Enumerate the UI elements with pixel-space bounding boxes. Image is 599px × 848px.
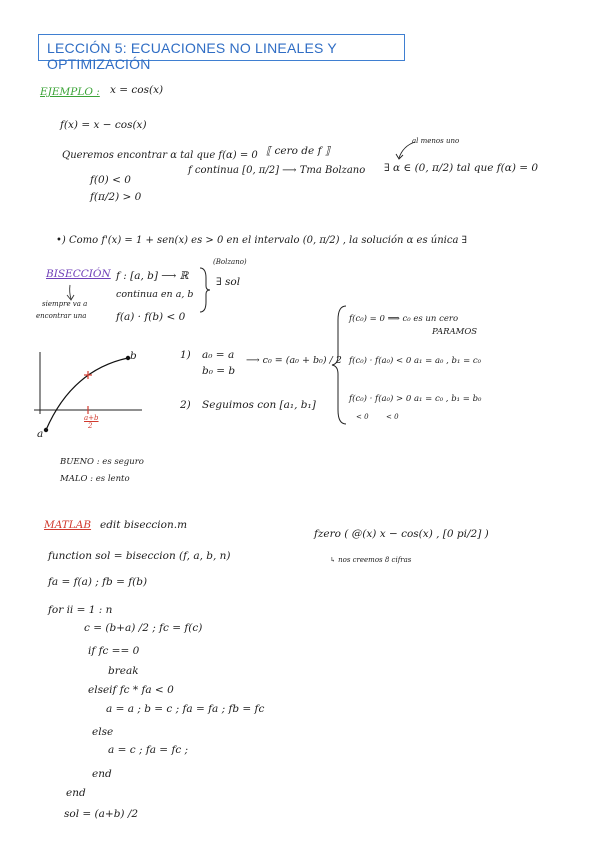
graph-mid-bottom: 2 xyxy=(88,422,93,430)
step1-a: a₀ = a xyxy=(202,349,235,361)
example-at-least-one: al menos uno xyxy=(412,137,460,145)
example-find: Queremos encontrar α tal que f(α) = 0 xyxy=(62,150,258,161)
code-line-13: sol = (a+b) /2 xyxy=(64,808,139,820)
bisection-product: f(a) · f(b) < 0 xyxy=(116,311,186,323)
code-line-11: end xyxy=(92,768,112,780)
step1-c: ⟶ c₀ = (a₀ + b₀) / 2 xyxy=(246,355,342,366)
code-line-8: a = a ; b = c ; fa = fa ; fb = fc xyxy=(106,703,265,715)
example-continuous: f continua [0, π/2] ⟶ Tma Bolzano xyxy=(188,165,366,176)
example-f0: f(0) < 0 xyxy=(90,174,131,186)
code-line-7: elseif fc * fa < 0 xyxy=(88,684,174,696)
step1-b: b₀ = b xyxy=(202,365,236,377)
good-text: BUENO : es seguro xyxy=(60,457,144,467)
example-derivative: •) Como f'(x) = 1 + sen(x) es > 0 en el intervalo (0, π/2) , la solución α es única ∃ xyxy=(56,235,468,246)
example-fpi2: f(π/2) > 0 xyxy=(90,191,142,203)
code-line-4: c = (b+a) /2 ; fc = f(c) xyxy=(84,622,203,634)
step2-label: 2) xyxy=(180,399,191,411)
bisection-map: f : [a, b] ⟶ ℝ xyxy=(116,270,189,282)
example-equation: x = cos(x) xyxy=(110,84,164,96)
code-line-10: a = c ; fa = fc ; xyxy=(108,744,189,756)
code-line-3: for ii = 1 : n xyxy=(48,604,113,616)
title-box xyxy=(38,34,405,72)
matlab-edit: edit biseccion.m xyxy=(100,519,188,531)
matlab-fzero: fzero ( @(x) x − cos(x) , [0 pi/2] ) xyxy=(314,528,489,540)
case1-stop: PARAMOS xyxy=(432,327,478,337)
code-line-2: fa = f(a) ; fb = f(b) xyxy=(48,576,148,588)
graph-label-b: b xyxy=(130,350,137,362)
case3-text: f(c₀) · f(a₀) > 0 a₁ = c₀ , b₁ = b₀ xyxy=(349,394,482,404)
case3-under-right: < 0 xyxy=(386,413,399,421)
bisection-graph xyxy=(32,350,147,445)
case2-text: f(c₀) · f(a₀) < 0 a₁ = a₀ , b₁ = c₀ xyxy=(349,356,482,366)
arrow-at-least-one-icon xyxy=(395,140,425,162)
matlab-fzero-note: ↳ nos creemos 8 cifras xyxy=(330,556,412,564)
bad-text: MALO : es lento xyxy=(60,474,130,484)
example-tag: EJEMPLO : xyxy=(40,86,100,98)
brace-icon xyxy=(198,266,212,314)
bisection-exists-sol: ∃ sol xyxy=(216,276,241,288)
bisection-continuous: continua en a, b xyxy=(116,289,194,300)
code-line-1: function sol = biseccion (f, a, b, n) xyxy=(48,550,231,562)
step2-text: Seguimos con [a₁, b₁] xyxy=(202,399,316,411)
graph-mid-top: a+b xyxy=(84,414,99,422)
graph-label-a: a xyxy=(37,428,44,440)
case3-under-left: < 0 xyxy=(356,413,369,421)
code-line-12: end xyxy=(66,787,86,799)
bisection-tag: BISECCIÓN xyxy=(46,268,111,280)
code-line-9: else xyxy=(92,726,114,738)
graph-point-a xyxy=(44,428,48,432)
code-line-5: if fc == 0 xyxy=(88,645,140,657)
bisection-note-line2: encontrar una xyxy=(36,312,87,320)
bisection-note-line1: siempre va a xyxy=(42,300,88,308)
case1-text: f(c₀) = 0 ⟹ c₀ es un cero xyxy=(349,314,459,324)
example-exists: ∃ α ∈ (0, π/2) tal que f(α) = 0 xyxy=(384,162,539,174)
step1-label: 1) xyxy=(180,349,191,361)
example-function: f(x) = x − cos(x) xyxy=(60,119,147,131)
code-line-6: break xyxy=(108,665,139,677)
bisection-bolzano: (Bolzano) xyxy=(213,258,247,266)
cases-brace-icon xyxy=(330,304,350,426)
example-bracket: ⟦ cero de f ⟧ xyxy=(266,145,331,157)
page-title: LECCIÓN 5: ECUACIONES NO LINEALES Y OPTIMIZACIÓN xyxy=(47,40,337,72)
matlab-tag: MATLAB xyxy=(44,519,92,531)
